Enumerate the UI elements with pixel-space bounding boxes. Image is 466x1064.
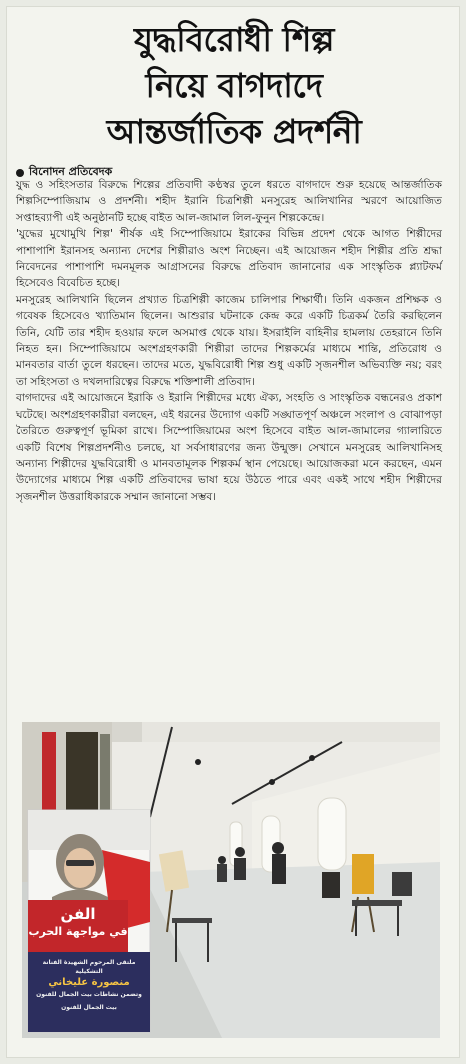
poster-title-line-1: الفن [60, 905, 96, 923]
poster-footer: بيت الجمال للفنون [61, 1004, 117, 1011]
poster-small-line-1: ملتقى المرحوم الشهيدة الفنانة التشكيلية [42, 959, 136, 975]
paragraph-1: যুদ্ধ ও সহিংসতার বিরুদ্ধে শিল্পের প্রতিবাদী কণ্ঠস্বর তুলে ধরতে বাগদাদে শুরু হয়েছে আন্তর্জাতিক শিল্পসিম্পোজিয়াম ও প্রদর্শনী। শহীদ ইরানি চিত্রশিল্পী মনসুরেহ আলিখানির স্মরণে আয়োজিত সপ্তাহব্যাপী এই অনুষ্ঠানটি হচ্ছে বাইত আল-জামাল লিল-ফুনুন শিল্পকেন্দ্রে। [16, 179, 442, 224]
poster-small-line-2: وتضمن نشاطات بيت الجمال للفنون [36, 991, 142, 998]
exhibition-photo [22, 722, 440, 1038]
headline-line-1: যুদ্ধবিরোধী শিল্প [134, 20, 334, 59]
headline-line-3: আন্তর্জাতিক প্রদর্শনী [106, 112, 362, 151]
article-body [16, 177, 442, 505]
headline-line-2: নিয়ে বাগদাদে [145, 66, 323, 105]
paragraph-4: বাগদাদের এই আয়োজনে ইরাকি ও ইরানি শিল্পীদের মধ্যে ঐক্য, সংহতি ও সাংস্কৃতিক বন্ধনেরও প্রকাশ ঘটেছে। অংশগ্রহণকারীরা বলছেন, এই ধরনের উদ্যোগ একটি সঙ্ঘাতপূর্ণ অঞ্চলে সংলাপ ও বোঝাপড়া তৈরিতে গুরুত্বপূর্ণ ভূমিকা রাখে। সিম্পোজিয়ামের অংশ হিসেবে বাইত আল-জামালের গ্যালারিতে একটি বিশেষ শিল্পপ্রদর্শনীও চলছে, যা সর্বসাধারণের জন্য উন্মুক্ত। সেখানে মনসুরেহ আলিখানিসহ অন্যান্য শিল্পীদের যুদ্ধবিরোধী ও মানবতামূলক শিল্পকর্ম স্থান পেয়েছে। আয়োজকরা মনে করছেন, এমন উদ্যোগের মাধ্যমে শিল্প একটি প্রতিবাদের ভাষা হয়ে উঠতে পারে এবং একই সাথে শহীদ শিল্পীদের সৃজনশীল উত্তরাধিকারকে সম্মান জানানো সম্ভব। [16, 392, 442, 503]
poster-name: منصورة عليخاني [48, 977, 130, 988]
article-headline [21, 17, 447, 155]
paragraph-3: মনসুরেহ আলিখানি ছিলেন প্রখ্যাত চিত্রশিল্পী কাজেম চালিপার শিক্ষার্থী। তিনি একজন প্রশিক্ষক ও গবেষক হিসেবেও খ্যাতিমান ছিলেন। আশুরার ঘটনাকে কেন্দ্র করে একটি চিত্রকর্ম তৈরি করছিলেন তিনি, যেটি তার শহীদ হওয়ার ফলে অসমাপ্ত থেকে যায়। ইসরাইলি বাহিনীর হামলায় তেহরানে তিনি নিহত হন। সিম্পোজিয়ামে অংশগ্রহণকারী শিল্পীরা তাদের শিল্পকর্মের মাধ্যমে শান্তি, প্রতিরোধ ও মানবতার বার্তা তুলে ধরছেন। তাদের মতে, যুদ্ধবিরোধী শিল্প শুধু একটি সৃজনশীল অভিব্যক্তি নয়; বরং তা সহিংসতা ও দখলদারিত্বের বিরুদ্ধে শক্তিশালী প্রতিবাদ। [16, 293, 442, 388]
poster-title-line-2: في مواجهة الحرب [28, 925, 128, 938]
byline-text: বিনোদন প্রতিবেদক [29, 165, 113, 178]
bullet-icon [16, 169, 24, 177]
paragraph-2: 'যুদ্ধের মুখোমুখি শিল্প' শীর্ষক এই সিম্পোজিয়ামে ইরাকের বিভিন্ন প্রদেশ থেকে আগত শিল্পীদের পাশাপাশি ইরানসহ অন্যান্য দেশের শিল্পীরাও অংশ নিচ্ছেন। এই আয়োজন শহীদ শিল্পীর প্রতি শ্রদ্ধা নিবেদনের পাশাপাশি দমনমূলক আগ্রাসনের বিরুদ্ধে প্রতিবাদ জানানোর এক সাংস্কৃতিক প্ল্যাটফর্ম হিসেবেও বিবেচিত হচ্ছে। [16, 228, 442, 290]
